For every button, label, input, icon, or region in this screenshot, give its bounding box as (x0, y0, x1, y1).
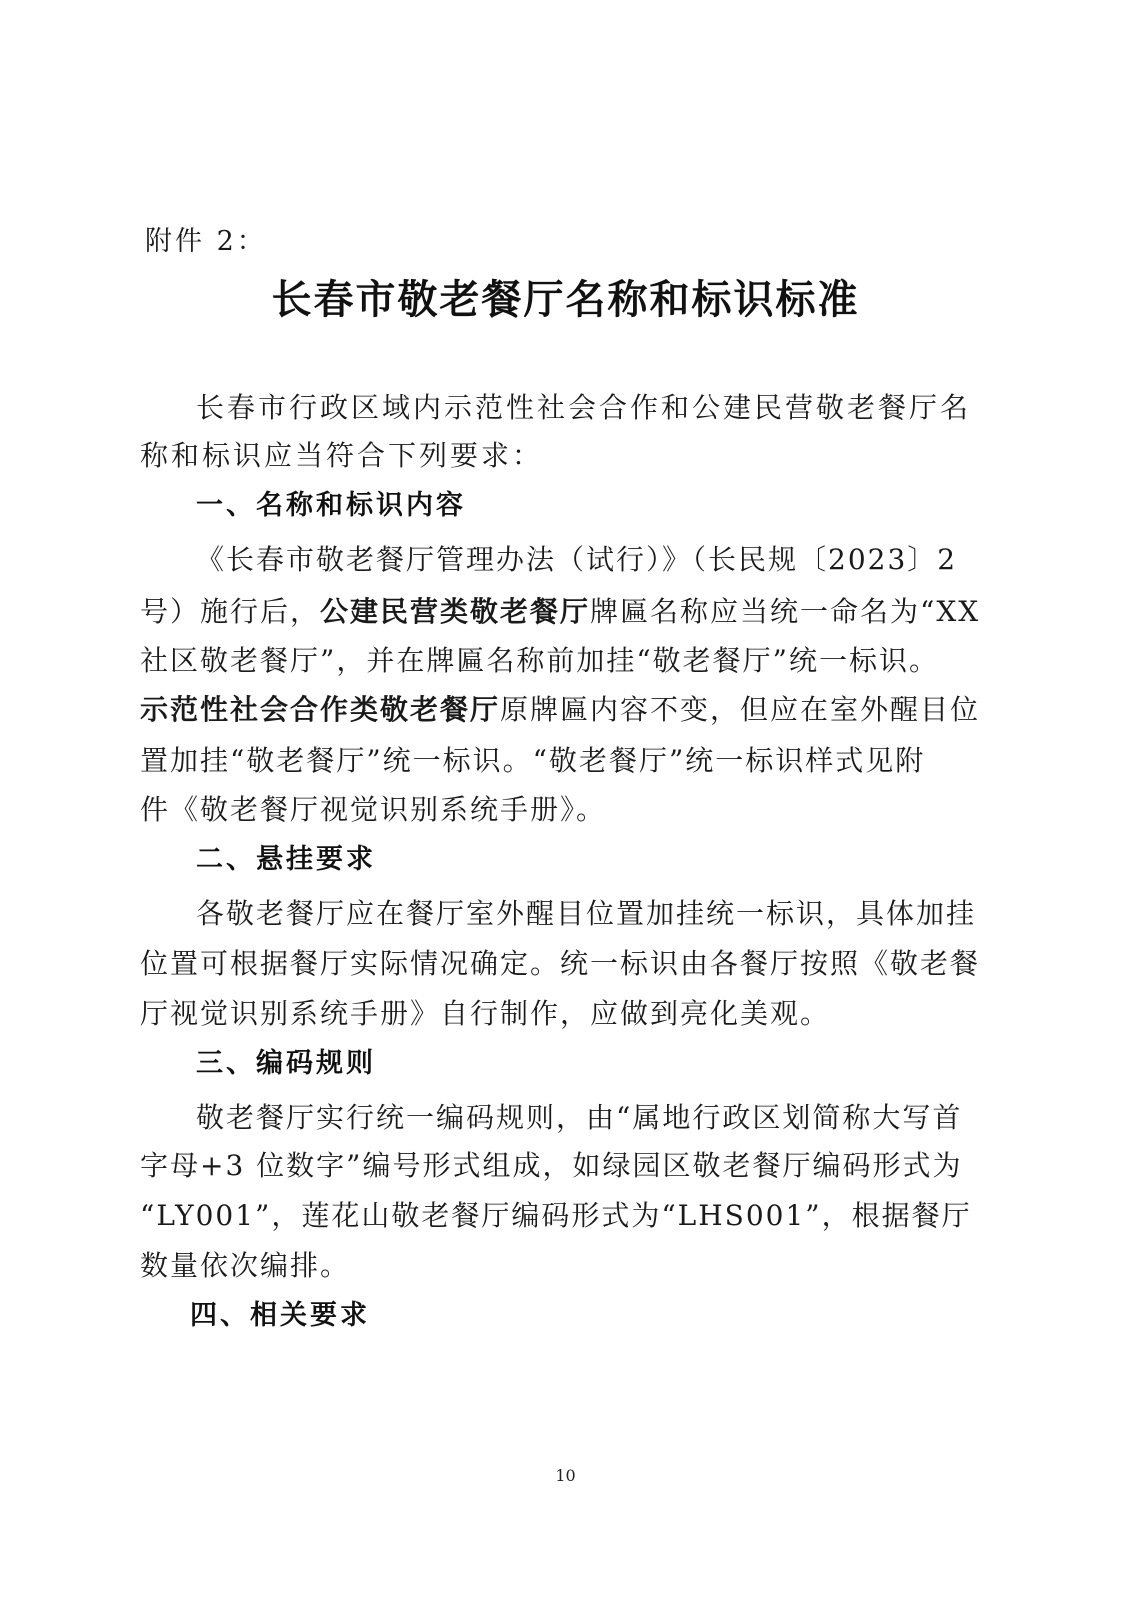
section1-line-4-part-b: 原牌匾内容不变，但应在室外醒目位 (500, 693, 981, 726)
section1-line-2-part-a: 号）施行后， (140, 595, 321, 628)
section1-line-6: 件《敬老餐厅视觉识别系统手册》。 (140, 793, 607, 826)
section3-line-2: 字母+3 位数字”编号形式组成，如绿园区敬老餐厅编码形式为 (140, 1149, 963, 1182)
section-heading-4: 四、相关要求 (190, 1300, 370, 1331)
section-heading-3: 三、编码规则 (196, 1048, 376, 1079)
section2-line-1: 各敬老餐厅应在餐厅室外醒目位置加挂统一标识，具体加挂 (196, 897, 977, 930)
section1-line-2 (140, 592, 980, 632)
section-heading-2: 二、悬挂要求 (196, 844, 376, 875)
section1-bold-demonstration: 示范性社会合作类敬老餐厅 (140, 693, 501, 726)
document-title: 长春市敬老餐厅名称和标识标准 (271, 277, 860, 323)
intro-line-2: 称和标识应当符合下列要求： (140, 439, 544, 472)
section1-line-3: 社区敬老餐厅”，并在牌匾名称前加挂“敬老餐厅”统一标识。 (140, 644, 939, 677)
attachment-label: 附件 2： (145, 226, 267, 257)
section3-line-4: 数量依次编排。 (140, 1249, 351, 1282)
page-number: 10 (555, 1466, 576, 1485)
section2-line-2: 位置可根据餐厅实际情况确定。统一标识由各餐厅按照《敬老餐 (140, 947, 981, 980)
section1-bold-public-private: 公建民营类敬老餐厅 (320, 595, 591, 628)
section1-line-1: 《长春市敬老餐厅管理办法（试行）》（长民规〔2023〕2 (196, 543, 958, 576)
section2-line-3: 厅视觉识别系统手册》自行制作，应做到亮化美观。 (140, 997, 831, 1030)
section1-line-5: 置加挂“敬老餐厅”统一标识。“敬老餐厅”统一标识样式见附 (140, 744, 926, 777)
section-heading-1: 一、名称和标识内容 (196, 490, 466, 521)
section3-line-1: 敬老餐厅实行统一编码规则，由“属地行政区划简称大写首 (196, 1101, 963, 1134)
intro-line-1: 长春市行政区域内示范性社会合作和公建民营敬老餐厅名 (196, 391, 972, 424)
section1-line-4 (140, 690, 980, 730)
section1-line-2-part-b: 牌匾名称应当统一命名为“XX (590, 595, 981, 628)
section3-line-3: “LY001”，莲花山敬老餐厅编码形式为“LHS001”，根据餐厅 (140, 1199, 972, 1232)
